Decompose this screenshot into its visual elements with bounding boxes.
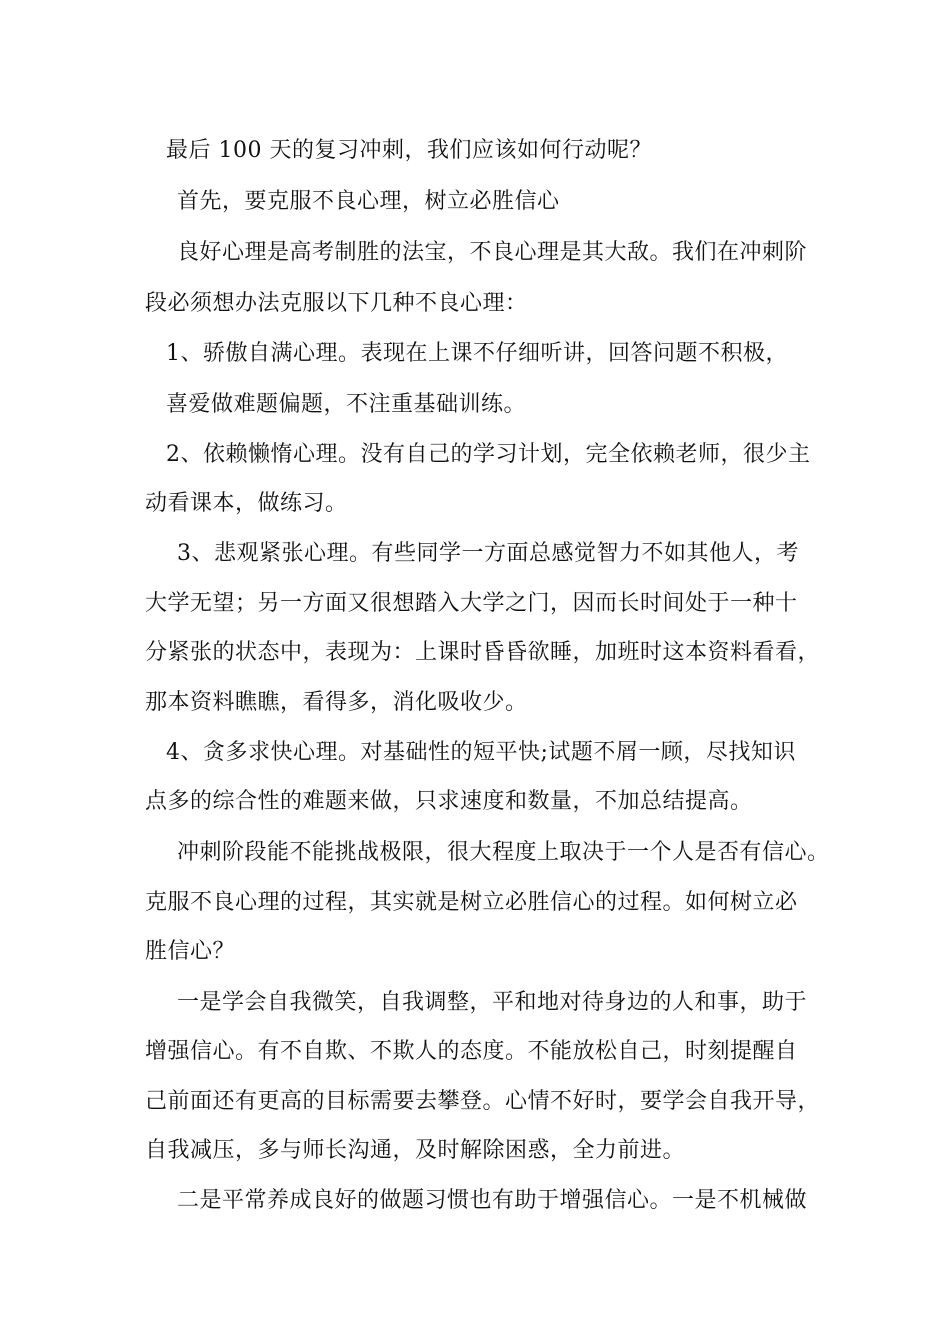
text-line: 最后 100 天的复习冲刺，我们应该如何行动呢？ bbox=[166, 138, 652, 163]
text-line: 自我减压，多与师长沟通，及时解除困惑，全力前进。 bbox=[145, 1138, 686, 1163]
text-line: 点多的综合性的难题来做，只求速度和数量，不加总结提高。 bbox=[145, 789, 753, 814]
section-heading: 首先，要克服不良心理，树立必胜信心 bbox=[177, 189, 560, 214]
text-line: 那本资料瞧瞧，看得多，消化吸收少。 bbox=[145, 690, 528, 715]
text-line: 胜信心？ bbox=[145, 939, 236, 964]
list-item: 1、骄傲自满心理。表现在上课不仔细听讲，回答问题不积极， bbox=[166, 341, 788, 366]
text-line: 喜爱做难题偏题，不注重基础训练。 bbox=[166, 392, 527, 417]
text-line: 一是学会自我微笑，自我调整，平和地对待身边的人和事，助于 bbox=[177, 990, 808, 1015]
list-item: 3、悲观紧张心理。有些同学一方面总感觉智力不如其他人，考 bbox=[177, 541, 799, 566]
text-line: 段必须想办法克服以下几种不良心理： bbox=[145, 291, 528, 316]
text-line: 分紧张的状态中，表现为：上课时昏昏欲睡，加班时这本资料看看， bbox=[145, 640, 821, 665]
text-line: 良好心理是高考制胜的法宝，不良心理是其大敌。我们在冲刺阶 bbox=[177, 240, 808, 265]
text-line: 增强信心。有不自欺、不欺人的态度。不能放松自己，时刻提醒自 bbox=[145, 1039, 798, 1064]
text-line: 二是平常养成良好的做题习惯也有助于增强信心。一是不机械做 bbox=[177, 1188, 808, 1213]
text-line: 动看课本，做练习。 bbox=[145, 491, 348, 516]
text-line: 冲刺阶段能不能挑战极限，很大程度上取决于一个人是否有信心。 bbox=[177, 840, 830, 865]
text-line: 大学无望；另一方面又很想踏入大学之门，因而长时间处于一种十 bbox=[145, 591, 798, 616]
text-line: 克服不良心理的过程，其实就是树立必胜信心的过程。如何树立必 bbox=[145, 890, 798, 915]
list-item: 2、依赖懒惰心理。没有自己的学习计划，完全依赖老师，很少主 bbox=[166, 442, 811, 467]
list-item: 4、贪多求快心理。对基础性的短平快;试题不屑一顾，尽找知识 bbox=[166, 740, 796, 765]
text-line: 己前面还有更高的目标需要去攀登。心情不好时，要学会自我开导， bbox=[145, 1089, 821, 1114]
